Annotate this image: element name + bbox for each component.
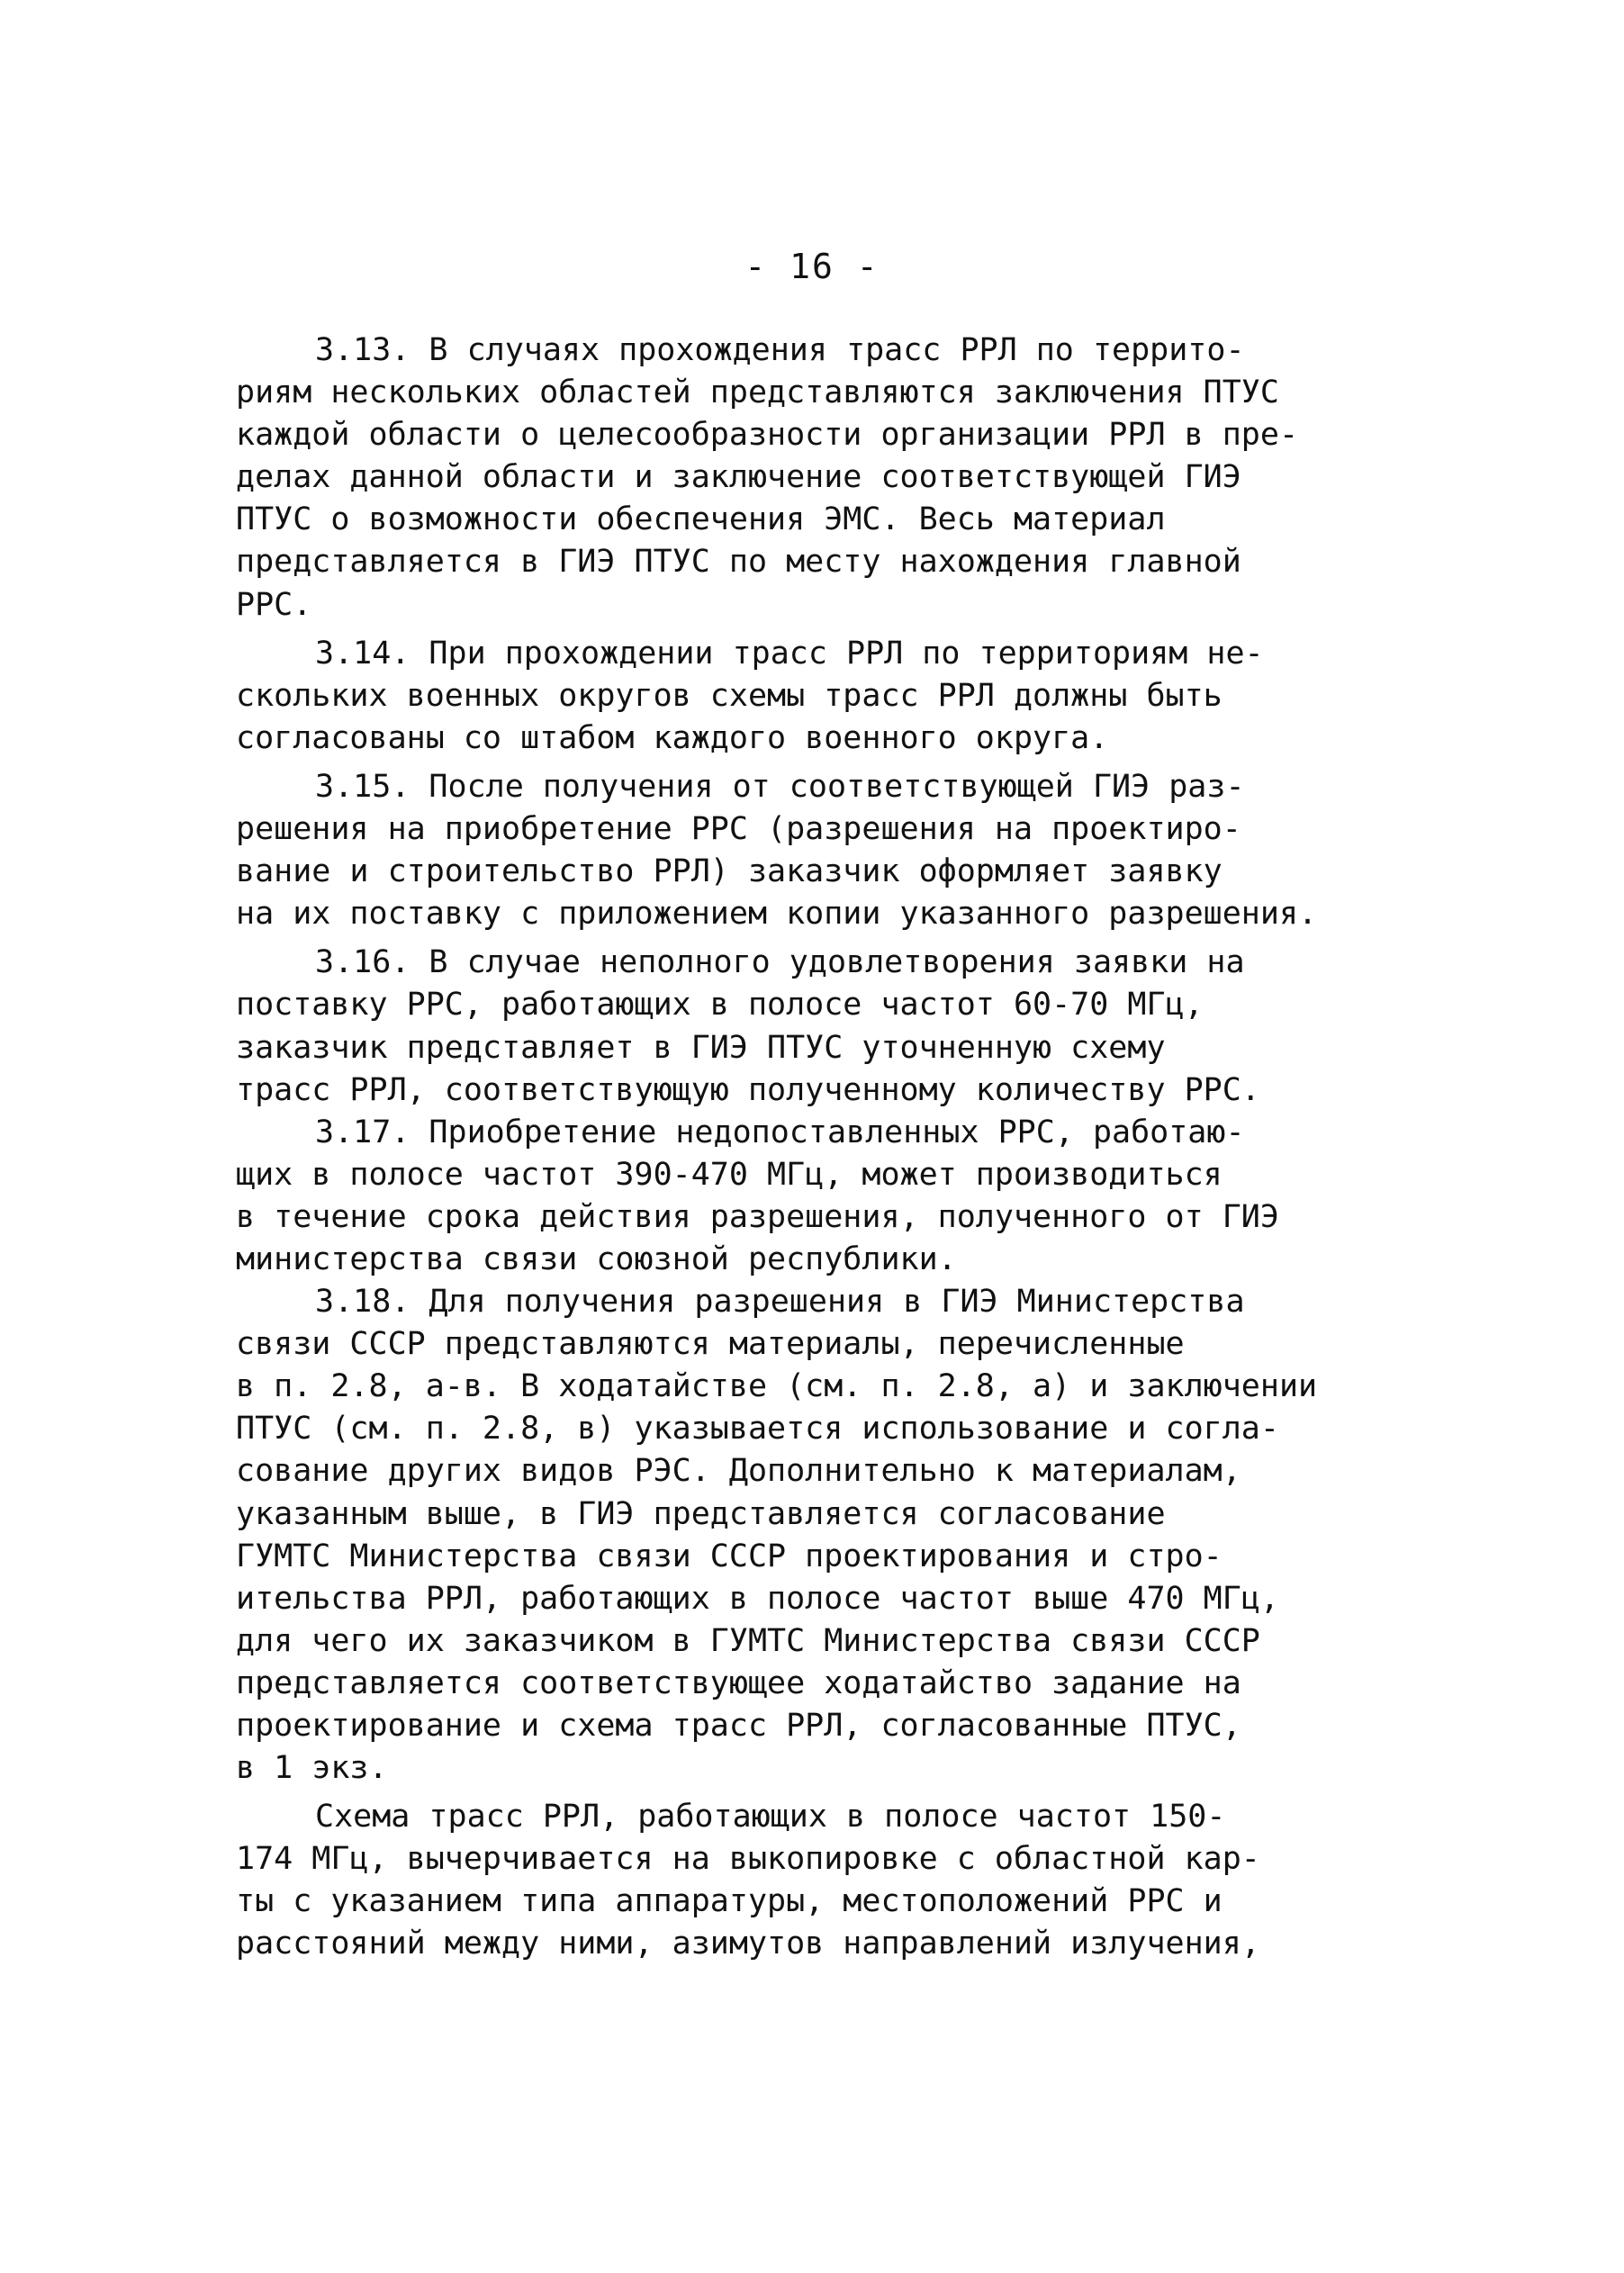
text-line: связи СССР представляются материалы, перечисленные [236,1326,1185,1363]
text-line: указанным выше, в ГИЭ представляется согласование [236,1495,1166,1532]
text-line: заказчик представляет в ГИЭ ПТУС уточненную схему [236,1029,1166,1066]
paragraph-3-17 [236,1112,1406,1281]
text-line: Схема трасс РРЛ, работающих в полосе частот 150- [315,1799,1226,1836]
text-line: представляется соответствующее ходатайство задание на [236,1664,1241,1701]
text-line: РРС. [236,586,312,623]
text-line: 3.17. Приобретение недопоставленных РРС, работаю- [315,1114,1245,1150]
text-line: делах данной области и заключение соответствующей ГИЭ [236,459,1241,496]
paragraph-3-13 [236,329,1406,627]
text-line: поставку РРС, работающих в полосе частот 60-70 МГц, [236,987,1204,1024]
body-text [236,329,1406,1966]
text-line: проектирование и схема трасс РРЛ, согласованные ПТУС, [236,1708,1241,1744]
text-line: в п. 2.8, а-в. В ходатайстве (см. п. 2.8, а) и заключении [236,1368,1318,1405]
text-line: в течение срока действия разрешения, полученного от ГИЭ [236,1198,1279,1235]
text-line: трасс РРЛ, соответствующую полученному количеству РРС. [236,1071,1260,1108]
text-line: 3.13. В случаях прохождения трасс РРЛ по террито- [315,332,1245,368]
text-line: 3.15. После получения от соответствующей ГИЭ раз- [315,768,1245,805]
text-line: 3.16. В случае неполного удовлетворения заявки на [315,944,1245,981]
text-line: для чего их заказчиком в ГУМТС Министерства связи СССР [236,1622,1260,1659]
text-line: ПТУС о возможности обеспечения ЭМС. Весь материал [236,501,1166,538]
text-line: ПТУС (см. п. 2.8, в) указывается использование и согла- [236,1411,1279,1448]
text-line: решения на приобретение РРС (разрешения на проектиро- [236,811,1241,848]
text-line: 174 МГц, вычерчивается на выкопировке с областной кар- [236,1841,1260,1878]
text-line: 3.18. Для получения разрешения в ГИЭ Министерства [315,1284,1245,1321]
paragraph-scheme [236,1796,1406,1965]
text-line: ГУМТС Министерства связи СССР проектирования и стро- [236,1538,1223,1574]
text-line: министерства связи союзной республики. [236,1240,957,1277]
text-line: в 1 экз. [236,1750,388,1787]
text-line: вание и строительство РРЛ) заказчик оформляет заявку [236,853,1223,890]
text-line: представляется в ГИЭ ПТУС по месту нахождения главной [236,544,1241,581]
text-line: согласованы со штабом каждого военного округа. [236,719,1109,756]
text-line: на их поставку с приложением копии указанного разрешения. [236,896,1318,933]
text-line: щих в полосе частот 390-470 МГц, может производиться [236,1156,1223,1193]
paragraph-3-18 [236,1281,1406,1790]
text-line: каждой области о целесообразности организации РРЛ в пре- [236,417,1299,454]
text-line: ты с указанием типа аппаратуры, местоположений РРС и [236,1883,1223,1920]
page-number: - 16 - [744,247,880,286]
text-line: расстояний между ними, азимутов направлений излучения, [236,1926,1260,1962]
paragraph-3-16 [236,942,1406,1111]
text-line: ительства РРЛ, работающих в полосе частот выше 470 МГц, [236,1580,1279,1617]
paragraph-3-15 [236,766,1406,935]
paragraph-3-14 [236,633,1406,760]
text-line: 3.14. При прохождении трасс РРЛ по территориям не- [315,635,1264,672]
text-line: скольких военных округов схемы трасс РРЛ должны быть [236,677,1223,714]
text-line: риям нескольких областей представляются заключения ПТУС [236,374,1279,411]
text-line: сование других видов РЭС. Дополнительно к материалам, [236,1453,1241,1490]
